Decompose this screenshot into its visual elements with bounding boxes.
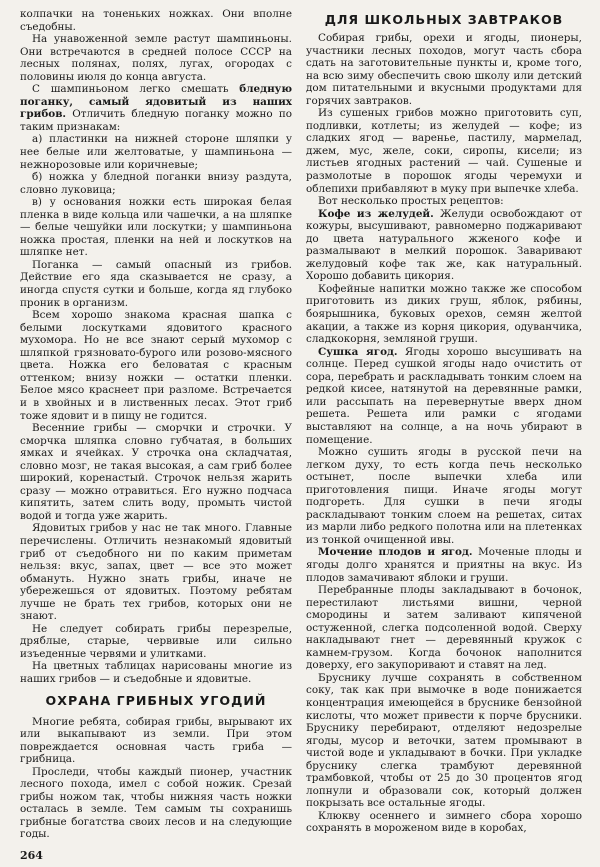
paragraph bbox=[306, 346, 582, 446]
paragraph: Кофейные напитки можно также же способом приготовить из диких груш, яблок, рябины, боярышника, буковых орехов, семян желтой акации, а также из корня цикория, одуванчика, сладкокорня, земляной груши. bbox=[306, 282, 582, 346]
paragraph: Многие ребята, собирая грибы, вырывают их или выкапывают из земли. При этом повреждается основная часть гриба — грибница. bbox=[20, 715, 292, 766]
paragraph: а) пластинки на нижней стороне шляпки у нее белые или желтоватые, у шампиньона — нежнорозовые или коричневые; bbox=[20, 133, 292, 171]
paragraph: Всем хорошо знакома красная шапка с белыми лоскутками ядовитого красного мухомора. Но не все знают серый мухомор с шляпкой грязновато-бурого или розово-мясного цвета. Ножка его беловатая с красным оттенком; внизу ножки — остатки пленки. Белое мясо краснеет при разломе. Встречается и в хвойных и в лиственных лесах. Этот гриб тоже ядовит и в пищу не годится. bbox=[20, 309, 292, 422]
text-run: Моченые плоды и ягоды долго хранятся и приятны на вкус. Из плодов замачивают яблоки и груши. bbox=[306, 546, 582, 584]
paragraph: На унавоженной земле растут шампиньоны. Они встречаются в средней полосе СССР на лесных полянах, полях, лугах, огородах с половины июля до конца августа. bbox=[20, 33, 292, 83]
paragraph: Собирая грибы, орехи и ягоды, пионеры, участники лесных походов, могут часть сбора сдать на заготовительные пункты и, кроме того, на всю зиму обеспечить свою школу или детский дом питательными и вкусными продуктами для горячих завтраков. bbox=[306, 32, 582, 107]
section-heading: ДЛЯ ШКОЛЬНЫХ ЗАВТРАКОВ bbox=[324, 12, 564, 27]
section-heading: ОХРАНА ГРИБНЫХ УГОДИЙ bbox=[45, 692, 267, 708]
recipe-title: Мочение плодов и ягод. bbox=[318, 546, 473, 559]
page-number: 264 bbox=[20, 849, 43, 862]
text-run: Отличить бледную поганку можно по таким признакам: bbox=[20, 108, 292, 133]
recipe-title: Кофе из желудей. bbox=[318, 207, 434, 220]
paragraph: Поганка — самый опасный из грибов. Действие его яда сказывается не сразу, а иногда спустя сутки и больше, когда яд глубоко проник в организм. bbox=[20, 258, 292, 309]
paragraph: Можно сушить ягоды в русской печи на легком духу, то есть когда печь несколько остынет, после выпечки хлеба или приготовления пищи. Иначе ягоды могут подгореть. Для сушки в печи ягоды раскладывают тонким слоем на решетах, ситах из марли либо редкого полотна или на плетенках из тонкой очищенной ивы. bbox=[306, 446, 582, 546]
paragraph: Ядовитых грибов у нас не так много. Главные перечислены. Отличить незнакомый ядовитый гриб от съедобного ни по каким приметам нельзя: вкус, запах, цвет — все это может обмануть. Нужно знать грибы, иначе не убережешься от ядовитых. Поэтому ребятам лучше не брать тех грибов, которых они не знают. bbox=[20, 522, 292, 623]
paragraph: в) у основания ножки есть широкая белая пленка в виде кольца или чашечки, а на шляпке — белые чешуйки или лоскутки; у шампиньона ножка простая, пленки на ней и лоскутков на шляпке нет. bbox=[20, 196, 292, 259]
paragraph: Бруснику лучше сохранять в собственном соку, так как при вымочке в воде понижается концентрация имеющейся в бруснике бензойной кислоты, что может привести к порче брусники. Бруснику перебирают, отделяют недозрелые ягоды, мусор и веточки, затем промывают в чистой воде и укладывают в бочки. При укладке бруснику слегка трамбуют деревянной трамбовкой, чтобы от 25 до 30 процентов ягод лопнули и образовали сок, который должен покрызать все остальные ягоды. bbox=[306, 671, 582, 810]
paragraph: Весенние грибы — сморчки и строчки. У сморчка шляпка словно губчатая, в больших ямках и ячейках. У строчка она складчатая, словно мозг, не такая высокая, а сам гриб более широкий, коренастый. Строчок нельзя жарить сразу — можно отравиться. Его нужно подчаса кипятить, затем слить воду, промыть чистой водой и тогда уже жарить. bbox=[20, 422, 292, 522]
paragraph: Из сушеных грибов можно приготовить суп, подливки, котлеты; из желудей — кофе; из сладких ягод — варенье, пастилу, мармелад, джем, мус, желе, соки, сиропы, кисели; из листьев ягодных растений — чай. Сушеные и размолотые в порошок ягоды черемухи и облепихи прибавляют в муку при выпечке хлеба. bbox=[306, 107, 582, 195]
paragraph bbox=[306, 208, 582, 283]
paragraph: колпачки на тоненьких ножках. Они вполне съедобны. bbox=[20, 8, 292, 33]
paragraph: Вот несколько простых рецептов: bbox=[318, 195, 504, 208]
text-run: С шампиньоном легко смешать bbox=[32, 83, 240, 96]
left-column bbox=[20, 8, 292, 841]
paragraph bbox=[306, 546, 582, 584]
paragraph: б) ножка у бледной поганки внизу раздута, словно луковица; bbox=[20, 171, 292, 196]
paragraph: Не следует собирать грибы перезрелые, дряблые, старые, червивые или сильно изъеденные червями и улитками. bbox=[20, 622, 292, 660]
bold-term: бледную поганку, самый ядовитый из наших грибов. bbox=[20, 83, 292, 121]
recipe-title: Сушка ягод. bbox=[318, 345, 398, 358]
right-column bbox=[306, 8, 582, 835]
text-run: Ягоды хорошо высушивать на солнце. Перед сушкой ягоды надо очистить от сора, перебрать и раскладывать тонким слоем на редкой кисее, натянутой на деревянные рамки, или рассыпать на перевернутые вверх дном решета. Решета или рамки с ягодами выставляют на солнце, а на ночь убирают в помещение. bbox=[306, 345, 582, 446]
text-run: Желуди освобождают от кожуры, высушивают, равномерно поджаривают до цвета натурального жженого кофе и размалывают в мелкий порошок. Заваривают желудовый кофе так же, как натуральный. Хорошо добавить цикория. bbox=[306, 207, 582, 283]
paragraph bbox=[20, 83, 292, 133]
paragraph: Перебранные плоды закладывают в бочонок, перестилают листьями вишни, черной смородины и затем заливают кипяченой остуженной, слегка подсоленной водой. Сверху накладывают гнет — деревянный кружок с камнем-грузом. Когда бочонок наполнится доверху, его закупоривают и ставят на лед. bbox=[306, 584, 582, 672]
paragraph: На цветных таблицах нарисованы многие из наших грибов — и съедобные и ядовитые. bbox=[20, 660, 292, 685]
paragraph: Проследи, чтобы каждый пионер, участник лесного похода, имел с собой ножик. Срезай грибы ножом так, чтобы нижняя часть ножки осталась в земле. Тем самым ты сохранишь грибные богатства своих лесов и на следующие годы. bbox=[20, 765, 292, 841]
paragraph: Клюкву осеннего и зимнего сбора хорошо сохранять в мороженом виде в коробах, bbox=[306, 809, 582, 835]
